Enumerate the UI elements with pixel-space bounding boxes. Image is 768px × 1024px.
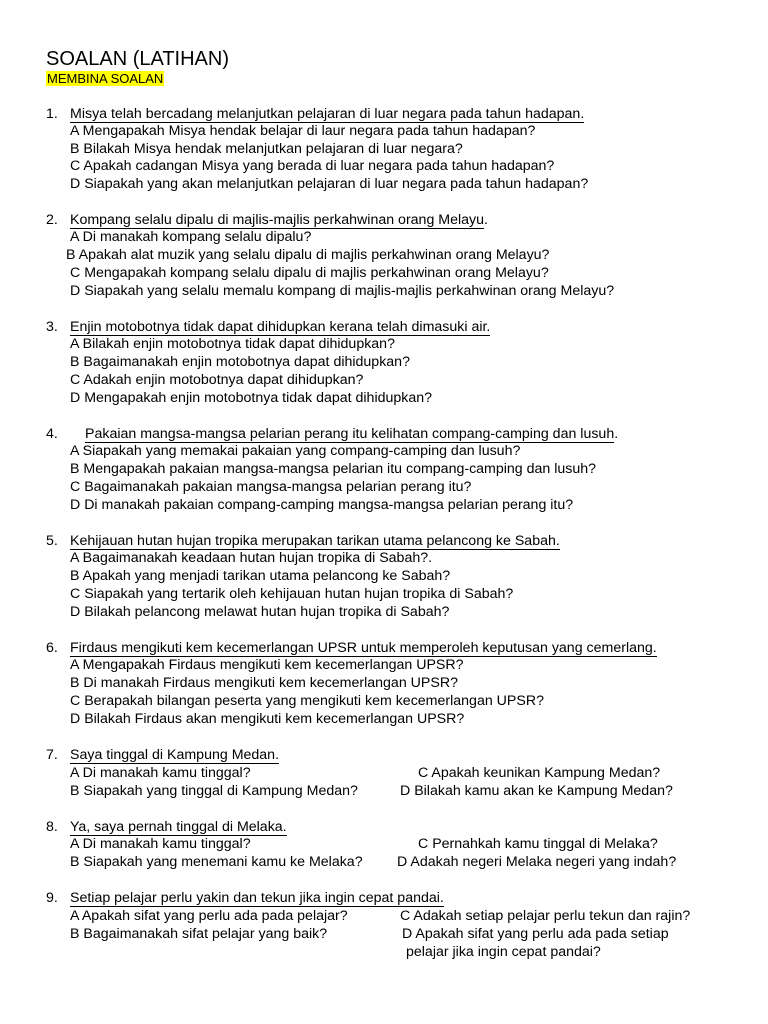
question-5-stem: Kehijauan hutan hujan tropika merupakan tarikan utama pelancong ke Sabah. — [70, 533, 560, 549]
question-9-option-b: B Bagaimanakah sifat pelajar yang baik? — [70, 926, 328, 942]
question-1-option-c: C Apakah cadangan Misya yang berada di luar negara pada tahun hadapan? — [70, 158, 555, 174]
question-5-option-a: A Bagaimanakah keadaan hutan hujan tropika di Sabah?. — [70, 550, 433, 566]
question-7-option-c: C Apakah keunikan Kampung Medan? — [418, 765, 661, 781]
question-4-number: 4. — [46, 426, 58, 442]
question-9-option-d-continued: pelajar jika ingin cepat pandai? — [406, 944, 601, 960]
question-9-option-c: C Adakah setiap pelajar perlu tekun dan rajin? — [400, 908, 691, 924]
question-2-option-d: D Siapakah yang selalu memalu kompang di majlis-majlis perkahwinan orang Melayu? — [70, 283, 615, 299]
question-4-stem: Pakaian mangsa-mangsa pelarian perang itu kelihatan compang-camping dan lusuh. — [85, 426, 619, 442]
question-3-option-b: B Bagaimanakah enjin motobotnya dapat dihidupkan? — [70, 354, 410, 370]
question-3-option-c: C Adakah enjin motobotnya dapat dihidupkan? — [70, 372, 364, 388]
question-1-stem: Misya telah bercadang melanjutkan pelajaran di luar negara pada tahun hadapan. — [70, 106, 585, 122]
page-title: SOALAN (LATIHAN) — [46, 48, 229, 70]
question-2-number: 2. — [46, 212, 58, 228]
question-7-option-d: D Bilakah kamu akan ke Kampung Medan? — [400, 783, 673, 799]
question-8-option-b: B Siapakah yang menemani kamu ke Melaka? — [70, 854, 363, 870]
question-3-stem: Enjin motobotnya tidak dapat dihidupkan kerana telah dimasuki air. — [70, 319, 491, 335]
question-9-option-d: D Apakah sifat yang perlu ada pada setiap — [402, 926, 669, 942]
question-3-option-d: D Mengapakah enjin motobotnya tidak dapat dihidupkan? — [70, 390, 433, 406]
section-label: MEMBINA SOALAN — [47, 71, 164, 86]
question-3-number: 3. — [46, 319, 58, 335]
question-9-number: 9. — [46, 890, 58, 906]
question-2-option-a: A Di manakah kompang selalu dipalu? — [70, 229, 312, 245]
question-8-option-a: A Di manakah kamu tinggal? — [70, 836, 251, 852]
question-1-number: 1. — [46, 106, 58, 122]
question-6-option-a: A Mengapakah Firdaus mengikuti kem kecemerlangan UPSR? — [70, 657, 464, 673]
question-7-number: 7. — [46, 747, 58, 763]
question-6-option-c: C Berapakah bilangan peserta yang mengikuti kem kecemerlangan UPSR? — [70, 693, 544, 709]
question-8-number: 8. — [46, 819, 58, 835]
question-5-option-b: B Apakah yang menjadi tarikan utama pelancong ke Sabah? — [70, 568, 451, 584]
question-9-option-a: A Apakah sifat yang perlu ada pada pelajar? — [70, 908, 348, 924]
question-2-option-b: B Apakah alat muzik yang selalu dipalu di majlis perkahwinan orang Melayu? — [66, 247, 550, 263]
question-6-option-b: B Di manakah Firdaus mengikuti kem kecemerlangan UPSR? — [70, 675, 458, 691]
question-5-option-d: D Bilakah pelancong melawat hutan hujan tropika di Sabah? — [70, 604, 450, 620]
question-1-option-b: B Bilakah Misya hendak melanjutkan pelajaran di luar negara? — [70, 141, 463, 157]
question-4-option-c: C Bagaimanakah pakaian mangsa-mangsa pelarian perang itu? — [70, 479, 472, 495]
question-2-option-c: C Mengapakah kompang selalu dipalu di majlis perkahwinan orang Melayu? — [70, 265, 549, 281]
question-6-stem: Firdaus mengikuti kem kecemerlangan UPSR untuk memperoleh keputusan yang cemerlang. — [70, 640, 657, 656]
question-7-stem: Saya tinggal di Kampung Medan. — [70, 747, 280, 763]
question-3-option-a: A Bilakah enjin motobotnya tidak dapat dihidupkan? — [70, 336, 395, 352]
question-8-stem: Ya, saya pernah tinggal di Melaka. — [70, 819, 287, 835]
question-6-number: 6. — [46, 640, 58, 656]
question-8-option-d: D Adakah negeri Melaka negeri yang indah? — [397, 854, 677, 870]
question-4-option-d: D Di manakah pakaian compang-camping mangsa-mangsa pelarian perang itu? — [70, 497, 574, 513]
question-1-option-a: A Mengapakah Misya hendak belajar di laur negara pada tahun hadapan? — [70, 123, 536, 139]
question-4-option-a: A Siapakah yang memakai pakaian yang compang-camping dan lusuh? — [70, 443, 521, 459]
question-7-option-b: B Siapakah yang tinggal di Kampung Medan? — [70, 783, 358, 799]
question-7-option-a: A Di manakah kamu tinggal? — [70, 765, 251, 781]
question-4-option-b: B Mengapakah pakaian mangsa-mangsa pelarian itu compang-camping dan lusuh? — [70, 461, 597, 477]
question-5-number: 5. — [46, 533, 58, 549]
question-9-stem: Setiap pelajar perlu yakin dan tekun jika ingin cepat pandai. — [70, 890, 444, 906]
question-1-option-d: D Siapakah yang akan melanjutkan pelajaran di luar negara pada tahun hadapan? — [70, 176, 589, 192]
question-6-option-d: D Bilakah Firdaus akan mengikuti kem kecemerlangan UPSR? — [70, 711, 465, 727]
question-8-option-c: C Pernahkah kamu tinggal di Melaka? — [418, 836, 658, 852]
question-5-option-c: C Siapakah yang tertarik oleh kehijauan hutan hujan tropika di Sabah? — [70, 586, 514, 602]
question-2-stem: Kompang selalu dipalu di majlis-majlis perkahwinan orang Melayu. — [70, 212, 488, 228]
